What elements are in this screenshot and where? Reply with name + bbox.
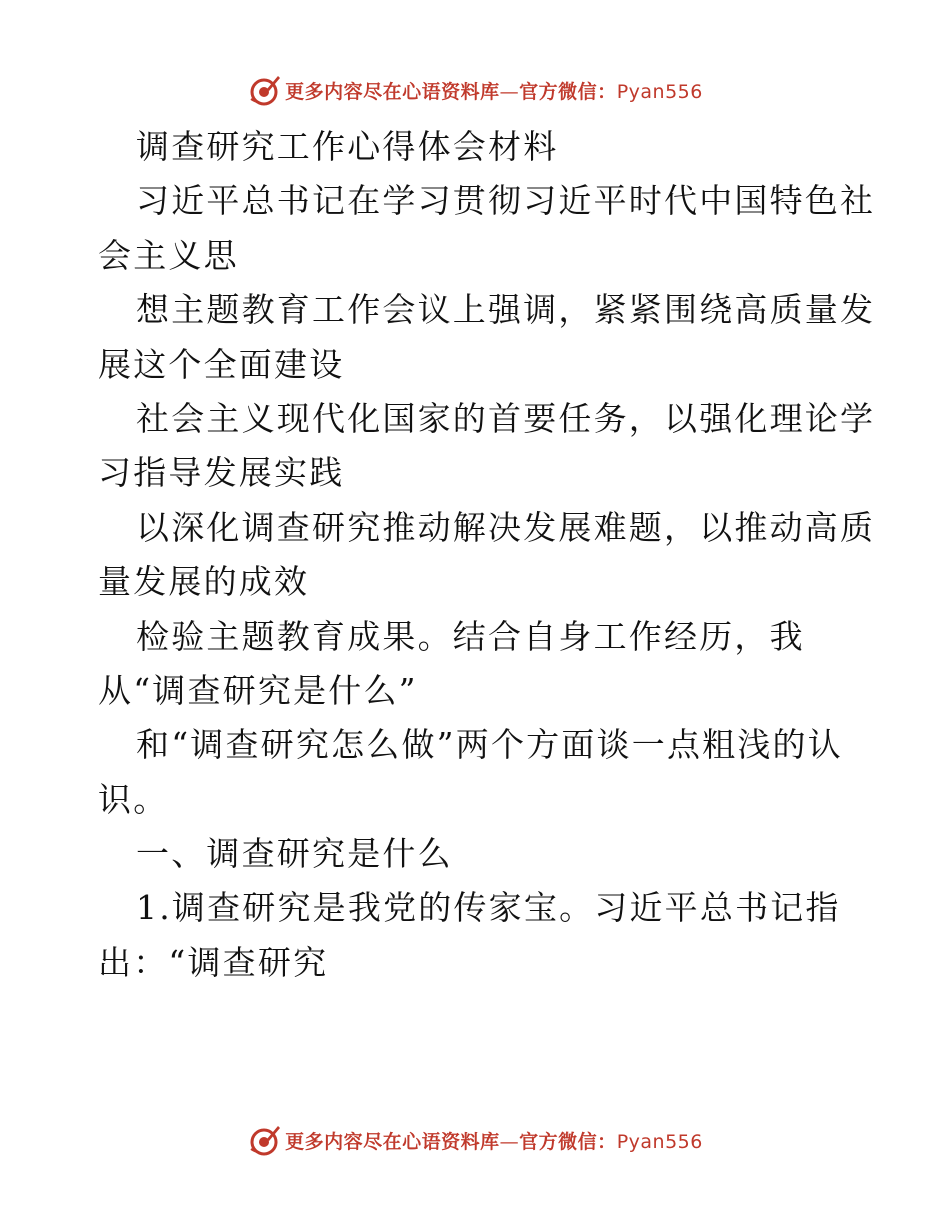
text-line: 出：“调查研究: [98, 942, 329, 982]
text-line: 会主义思: [98, 235, 239, 275]
text-line: 习近平总书记在学习贯彻习近平时代中国特色社: [136, 181, 876, 221]
text-line: 1.调查研究是我党的传家宝。习近平总书记指: [136, 888, 841, 928]
banner-text: [285, 1127, 703, 1154]
text-line: 以深化调查研究推动解决发展难题，以推动高质: [136, 507, 876, 547]
text-line: 一、调查研究是什么: [136, 834, 453, 874]
banner-wechat-id: Pyan556: [616, 1130, 703, 1153]
quill-pen-logo-icon: [247, 73, 281, 107]
text-line: 想主题教育工作会议上强调，紧紧围绕高质量发: [136, 290, 876, 330]
text-line: 量发展的成效: [98, 562, 310, 602]
text-line: 检验主题教育成果。结合自身工作经历，我: [136, 616, 805, 656]
document-body: [98, 120, 876, 990]
text-line: 调查研究工作心得体会材料: [136, 127, 559, 166]
text-line: 展这个全面建设: [98, 344, 345, 384]
text-line: 和“调查研究怎么做”两个方面谈一点粗浅的认: [136, 725, 843, 765]
footer-banner: [0, 1120, 950, 1160]
banner-text: [285, 77, 703, 104]
text-line: 从“调查研究是什么”: [98, 670, 418, 710]
quill-pen-logo-icon: [247, 1123, 281, 1157]
banner-wechat-label: 官方微信：: [519, 1130, 617, 1153]
banner-separator: —: [499, 80, 520, 103]
banner-wechat-label: 官方微信：: [519, 80, 617, 103]
banner-main-text: 更多内容尽在心语资料库: [285, 1130, 500, 1153]
header-banner: [0, 70, 950, 110]
text-line: 社会主义现代化国家的首要任务，以强化理论学: [136, 398, 876, 438]
banner-wechat-id: Pyan556: [616, 80, 703, 103]
banner-separator: —: [499, 1130, 520, 1153]
text-line: 习指导发展实践: [98, 453, 345, 493]
text-line: 识。: [98, 779, 169, 819]
banner-main-text: 更多内容尽在心语资料库: [285, 80, 500, 103]
